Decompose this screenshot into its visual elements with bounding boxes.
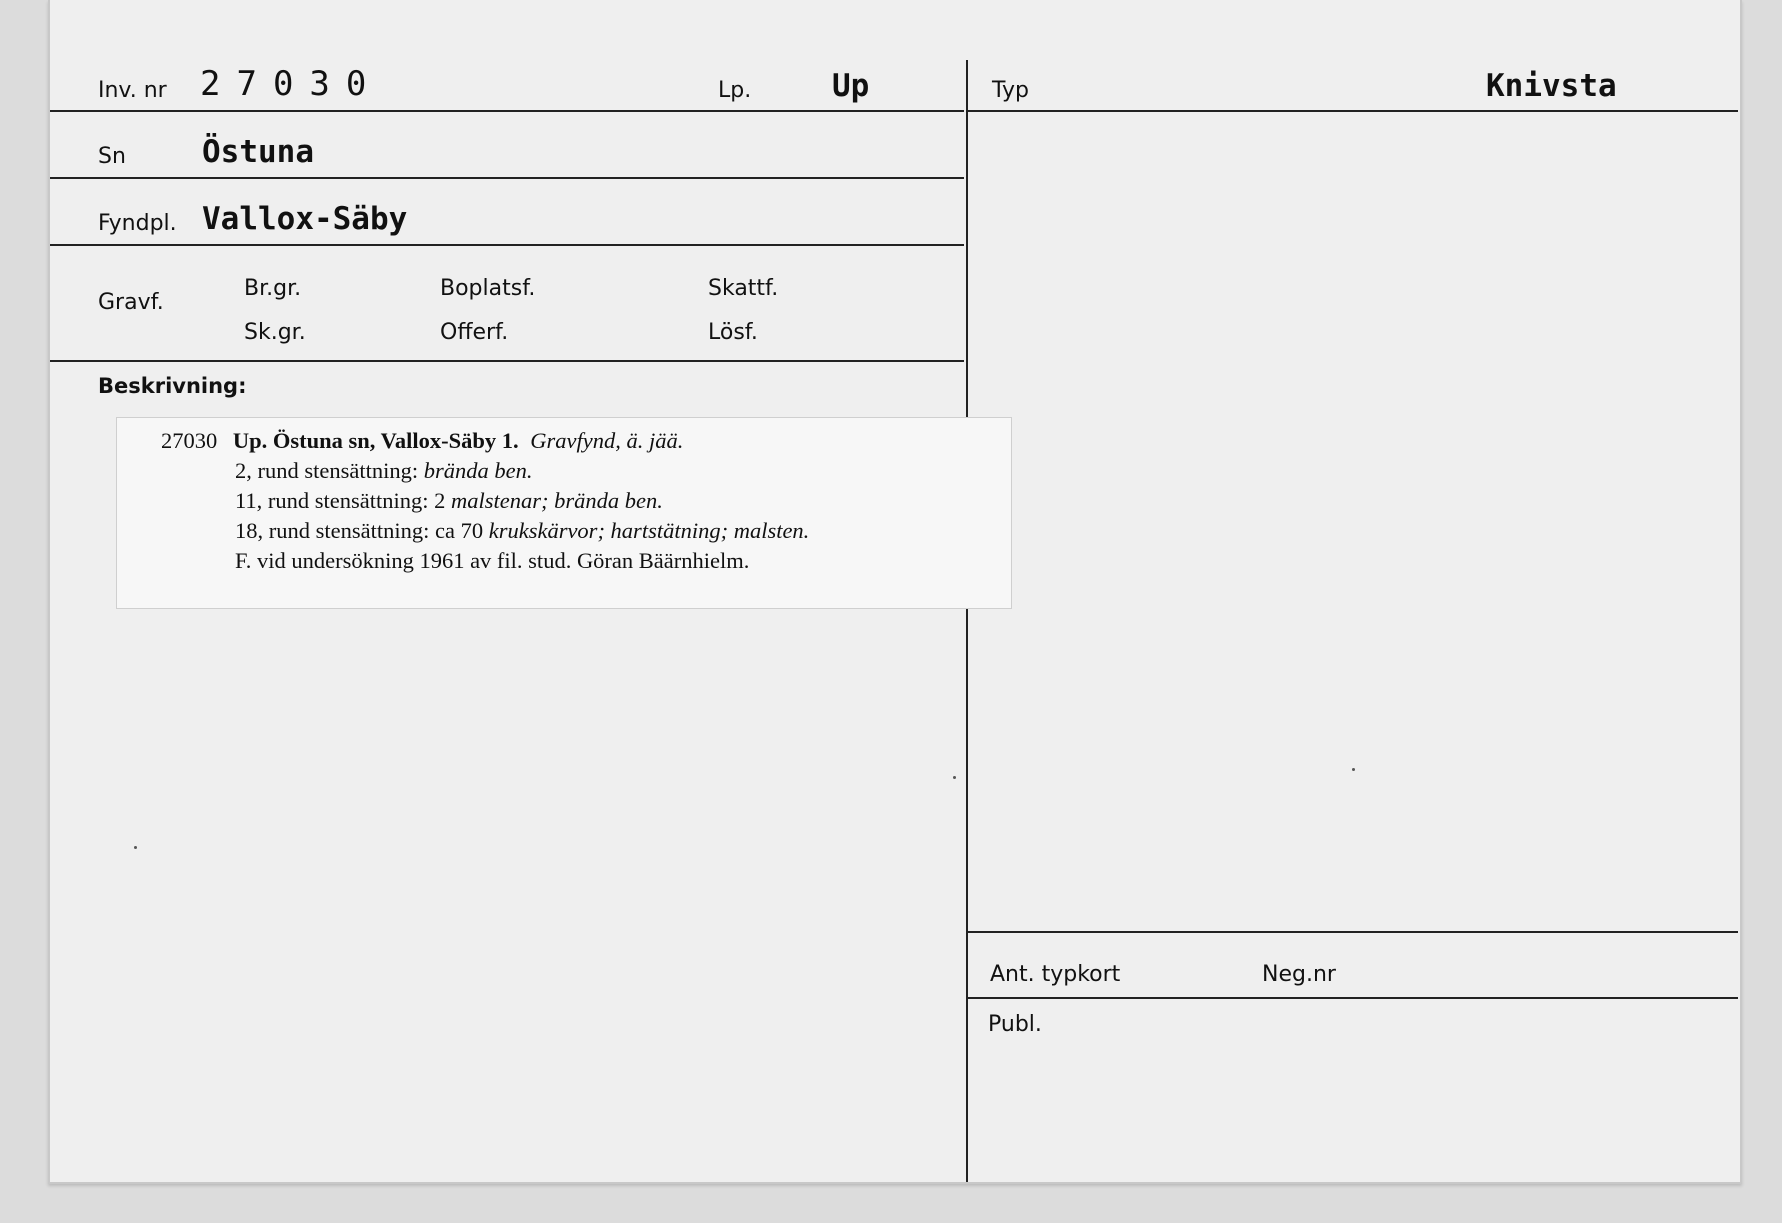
sn-value: Östuna: [202, 134, 314, 170]
skgr-label: Sk.gr.: [244, 320, 306, 345]
description-number: 27030: [161, 428, 218, 453]
description-heading: [233, 428, 524, 453]
speck: [1352, 768, 1355, 771]
offerf-label: Offerf.: [440, 320, 509, 345]
description-line-4-italic: krukskärvor; hartstätning; malsten.: [488, 518, 810, 543]
rule-typ: [968, 110, 1738, 112]
rule-sn: [50, 177, 964, 179]
center-divider: [966, 60, 968, 1182]
fyndpl-label: Fyndpl.: [98, 211, 177, 236]
description-line-4: [235, 518, 809, 544]
sn-label: Sn: [98, 144, 126, 169]
description-line-4-text: 18, rund stensättning: ca 70: [235, 518, 489, 543]
inv-nr-label: Inv. nr: [98, 78, 167, 103]
losf-label: Lösf.: [708, 320, 758, 345]
rule-inv: [50, 110, 964, 112]
description-slip: [116, 417, 1012, 609]
rule-ant-top: [968, 931, 1738, 933]
brgr-label: Br.gr.: [244, 276, 302, 301]
skattf-label: Skattf.: [708, 276, 779, 301]
typ-label: Typ: [992, 78, 1029, 103]
description-heading-text: Up. Östuna sn, Vallox-Säby 1: [232, 428, 513, 453]
description-line-2: [235, 458, 532, 484]
beskrivning-label: Beskrivning:: [98, 374, 247, 398]
rule-gravf: [50, 360, 964, 362]
fyndpl-value: Vallox-Säby: [202, 201, 408, 237]
publ-label: Publ.: [988, 1012, 1042, 1037]
neg-nr-label: Neg.nr: [1262, 962, 1336, 987]
description-line-3-italic: malstenar; brända ben.: [451, 488, 663, 513]
speck: [134, 846, 137, 849]
description-line-1: [161, 428, 683, 454]
description-line-5: F. vid undersökning 1961 av fil. stud. Göran Bäärnhielm.: [235, 548, 750, 573]
catalog-card: [48, 0, 1742, 1184]
ant-typkort-label: Ant. typkort: [990, 962, 1121, 987]
description-line-2-italic: brända ben.: [423, 458, 533, 483]
description-line-3: [235, 488, 663, 514]
speck: [953, 776, 956, 779]
lp-label: Lp.: [718, 78, 752, 103]
typ-value: Knivsta: [1486, 68, 1617, 104]
rule-ant-bottom: [968, 997, 1738, 999]
description-heading-dot: .: [512, 428, 519, 453]
lp-value: Up: [832, 68, 870, 104]
boplatsf-label: Boplatsf.: [440, 276, 536, 301]
gravf-label: Gravf.: [98, 290, 164, 315]
description-line-2-text: 2, rund stensättning:: [235, 458, 424, 483]
rule-fyndpl: [50, 244, 964, 246]
description-line-3-text: 11, rund stensättning: 2: [235, 488, 452, 513]
description-heading-type: Gravfynd, ä. jää.: [530, 428, 684, 453]
inv-nr-value: 27030: [200, 64, 383, 104]
